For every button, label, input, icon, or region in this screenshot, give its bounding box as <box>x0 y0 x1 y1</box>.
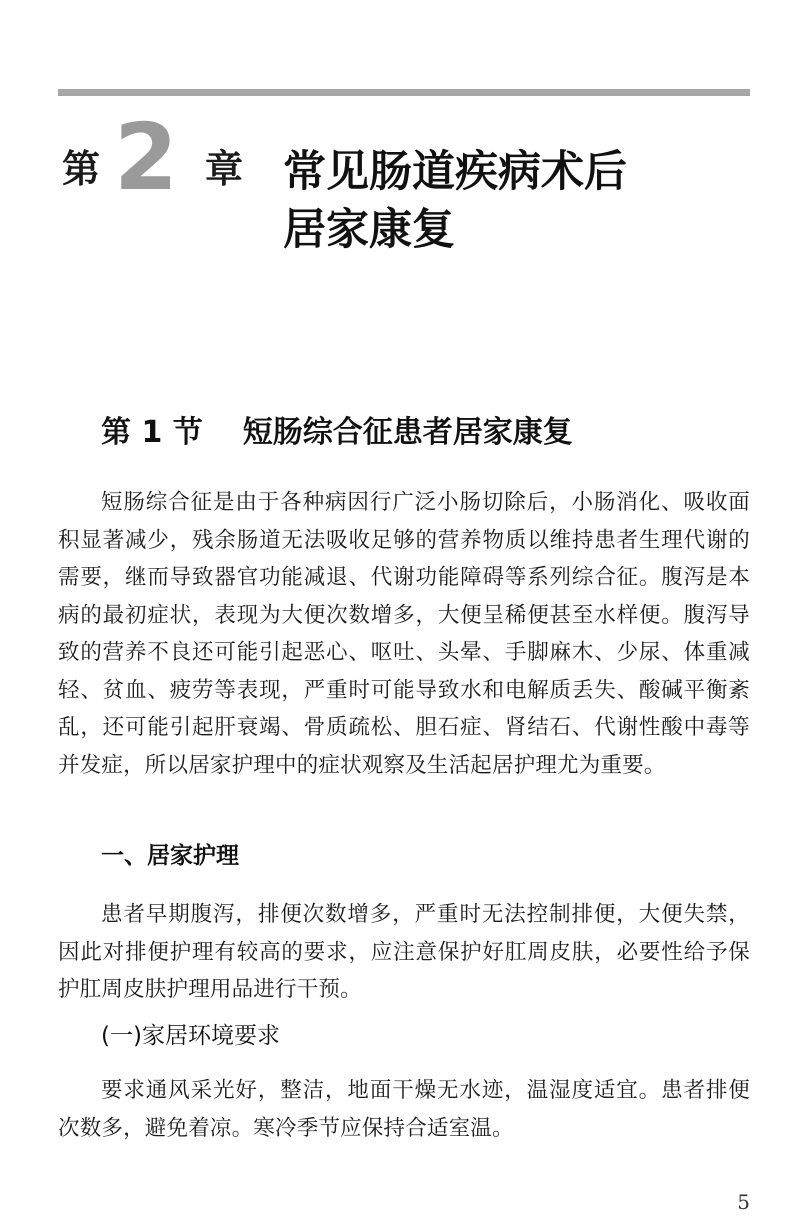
chapter-suffix: 章 <box>205 147 244 191</box>
chapter-number: 2 <box>114 104 179 211</box>
chapter-prefix: 第 <box>62 147 101 191</box>
home-care-paragraph: 患者早期腹泻，排便次数增多，严重时无法控制排便，大便失禁，因此对排便护理有较高的要求，应注意保护好肛周皮肤，必要性给予保护肛周皮肤护理用品进行干预。 <box>58 902 750 1002</box>
environment-paragraph: 要求通风采光好，整洁，地面干燥无水迹，温湿度适宜。患者排便次数多，避免着凉。寒冷季节应保持合适室温。 <box>58 1078 750 1141</box>
heading-environment: (一)家居环境要求 <box>101 1023 280 1049</box>
intro-paragraph: 短肠综合征是由于各种病因行广泛小肠切除后，小肠消化、吸收面积显著减少，残余肠道无法吸收足够的营养物质以维持患者生理代谢的需要，继而导致器官功能减退、代谢功能障碍等系列综合征。腹泻是本病的最初症状，表现为大便次数增多，大便呈稀便甚至水样便。腹泻导致的营养不良还可能引起恶心、呕吐、头晕、手脚麻木、少尿、体重减轻、贫血、疲劳等表现，严重时可能导致水和电解质丢失、酸碱平衡紊乱，还可能引起肝衰竭、骨质疏松、胆石症、肾结石、代谢性酸中毒等并发症，所以居家护理中的症状观察及生活起居护理尤为重要。 <box>58 490 750 778</box>
section-title: 短肠综合征患者居家康复 <box>242 415 573 450</box>
chapter-title-line-1: 常见肠道疾病术后 <box>283 147 627 197</box>
heading-home-care: 一、居家护理 <box>101 843 239 869</box>
section-heading <box>101 413 573 453</box>
chapter-title <box>283 143 627 259</box>
section-label: 第 1 节 <box>101 415 203 450</box>
page-number: 5 <box>737 1190 750 1214</box>
chapter-title-line-2: 居家康复 <box>283 205 455 255</box>
top-rule <box>58 89 750 96</box>
